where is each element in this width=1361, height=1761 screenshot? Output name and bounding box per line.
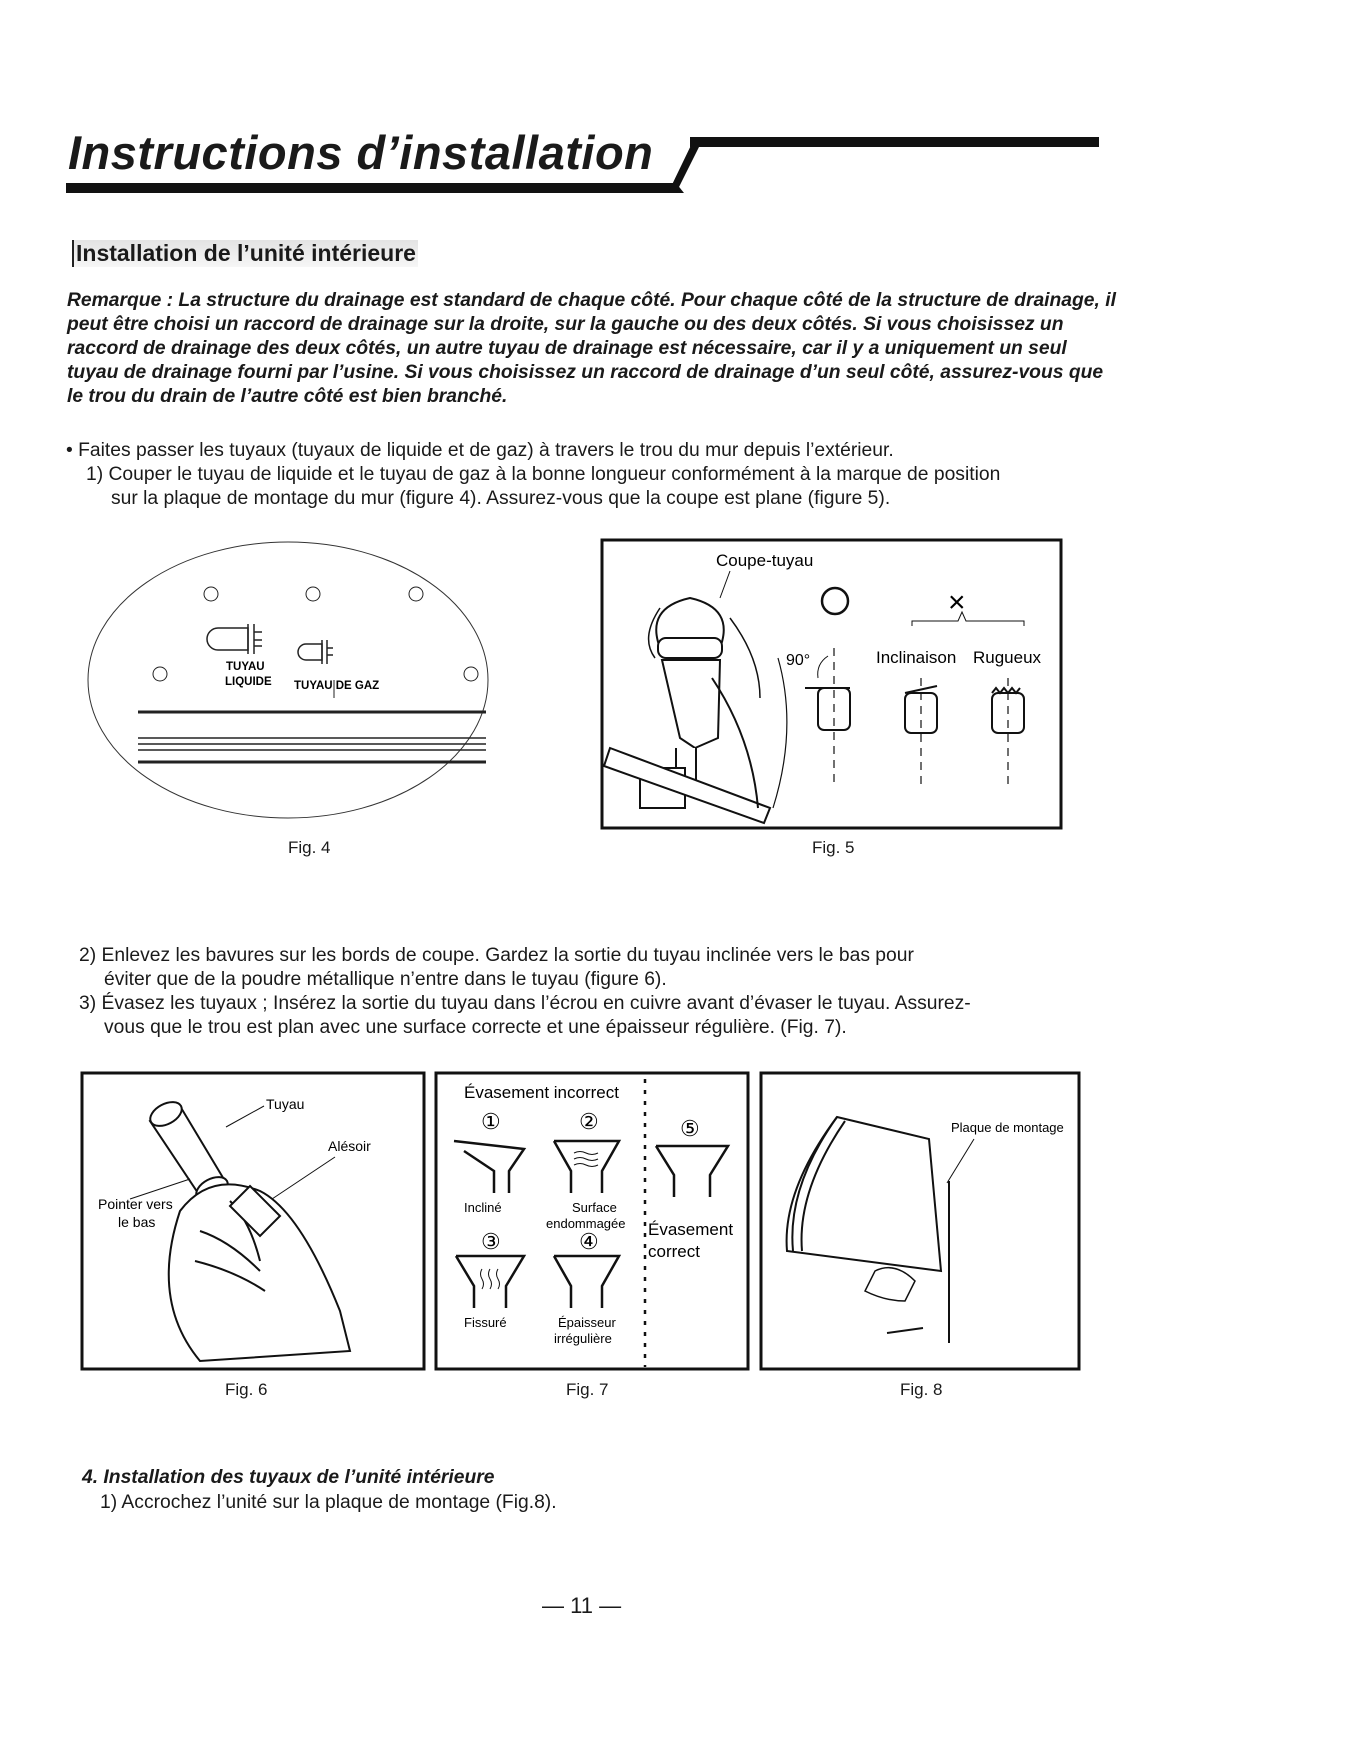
flare-inclined-icon <box>454 1141 524 1193</box>
hole-icon <box>409 587 423 601</box>
label-point-1: Pointer vers <box>98 1196 173 1212</box>
badge-2: ② <box>579 1109 599 1134</box>
fig5-caption: Fig. 5 <box>812 838 855 857</box>
fig4-mounting-plate-diagram <box>80 540 500 830</box>
step-2-line-1: 2) Enlevez les bavures sur les bords de coupe. Gardez la sortie du tuyau inclinée vers le bas pour <box>79 945 914 966</box>
label-incorrect: Évasement incorrect <box>464 1083 619 1102</box>
liquid-pipe-icon <box>207 624 262 654</box>
step-1-line-1: 1) Couper le tuyau de liquide et le tuyau de gaz à la bonne longueur conformément à la marque de position <box>86 464 1001 485</box>
badge-1: ① <box>481 1109 501 1134</box>
section-4-heading: 4. Installation des tuyaux de l’unité intérieure <box>82 1467 495 1488</box>
label-point-2: le bas <box>118 1214 156 1230</box>
label-gas: TUYAU DE GAZ <box>294 680 380 692</box>
step-3-line-2: vous que le trou est plan avec une surface correcte et une épaisseur régulière. (Fig. 7). <box>104 1017 847 1038</box>
gas-pipe-icon <box>298 640 333 664</box>
label-correct-2: correct <box>648 1242 700 1261</box>
fig7-flaring-diagram <box>434 1071 752 1371</box>
arrow-icon <box>887 1328 923 1333</box>
label-liquid-2: LIQUIDE <box>225 676 272 688</box>
label-cutter: Coupe-tuyau <box>716 551 814 570</box>
hand-icon <box>169 1184 350 1361</box>
hand-icon <box>865 1268 915 1301</box>
flare-uneven-icon <box>554 1256 619 1308</box>
step-1-line-2: sur la plaque de montage du mur (figure 4). Assurez-vous que la coupe est plane (figure 5). <box>111 488 891 509</box>
label-uneven-2: irrégulière <box>554 1331 612 1346</box>
label-liquid-1: TUYAU <box>226 661 265 673</box>
pipe-cutter-icon <box>604 598 770 823</box>
bullet-icon: • <box>66 440 73 461</box>
flare-correct-icon <box>656 1146 728 1197</box>
fig5-pipe-cutter-diagram <box>600 538 1065 832</box>
label-angle: 90° <box>786 652 811 669</box>
fig8-hanging-unit-diagram <box>759 1071 1081 1371</box>
badge-4: ④ <box>579 1229 599 1254</box>
hole-icon <box>306 587 320 601</box>
badge-5: ⑤ <box>680 1116 700 1141</box>
hole-icon <box>204 587 218 601</box>
step-2-line-2: éviter que de la poudre métallique n’entre dans le tuyau (figure 6). <box>104 969 667 990</box>
step-3-line-1: 3) Évasez les tuyaux ; Insérez la sortie du tuyau dans l’écrou en cuivre avant d’évaser le tuyau. Assurez- <box>79 993 971 1014</box>
hole-icon <box>464 667 478 681</box>
label-incline: Inclinaison <box>876 648 957 667</box>
label-damaged-1: Surface <box>572 1200 617 1215</box>
title-underline <box>0 0 1361 210</box>
step-bullet: • Faites passer les tuyaux (tuyaux de liquide et de gaz) à travers le trou du mur depuis l’extérieur. <box>66 440 894 461</box>
label-cracked: Fissuré <box>464 1315 507 1330</box>
label-reamer: Alésoir <box>328 1138 371 1154</box>
section-heading: Installation de l’unité intérieure <box>72 240 418 267</box>
label-pipe: Tuyau <box>266 1096 305 1112</box>
correct-mark-icon <box>822 588 848 614</box>
label-plate: Plaque de montage <box>951 1120 1064 1135</box>
label-rough: Rugueux <box>973 648 1042 667</box>
hole-icon <box>153 667 167 681</box>
page-number: — 11 — <box>542 1593 622 1618</box>
wrong-mark-icon: × <box>948 586 966 619</box>
flare-damaged-icon <box>554 1141 619 1193</box>
page-title: Instructions d’installation <box>68 126 654 179</box>
drainage-note: Remarque : La structure du drainage est standard de chaque côté. Pour chaque côté de la structure de drainage, il peut être choisi un raccord de drainage sur la droite, sur la gauche ou des deux côtés. Si vous choisissez un raccord de drainage des deux côtés, un autre tuyau de drainage est nécessaire, car il y a uniquement un seul tuyau de drainage fourni par l’usine. Si vous choisissez un raccord de drainage d’un seul côté, assurez-vous que le trou du drain de l’autre côté est bien branché. <box>67 290 1116 407</box>
label-uneven-1: Épaisseur <box>558 1315 616 1330</box>
indoor-unit-icon <box>787 1117 941 1271</box>
fig6-deburring-diagram <box>80 1071 426 1371</box>
flare-cracked-icon <box>456 1256 524 1308</box>
label-damaged-2: endommagée <box>546 1216 626 1231</box>
label-correct-1: Évasement <box>648 1220 734 1239</box>
fig4-caption: Fig. 4 <box>288 838 331 857</box>
badge-3: ③ <box>481 1229 501 1254</box>
fig6-caption: Fig. 6 <box>225 1380 268 1399</box>
fig8-caption: Fig. 8 <box>900 1380 943 1399</box>
section-4-step-1: 1) Accrochez l’unité sur la plaque de montage (Fig.8). <box>100 1492 557 1513</box>
fig7-caption: Fig. 7 <box>566 1380 609 1399</box>
label-inclined: Incliné <box>464 1200 502 1215</box>
